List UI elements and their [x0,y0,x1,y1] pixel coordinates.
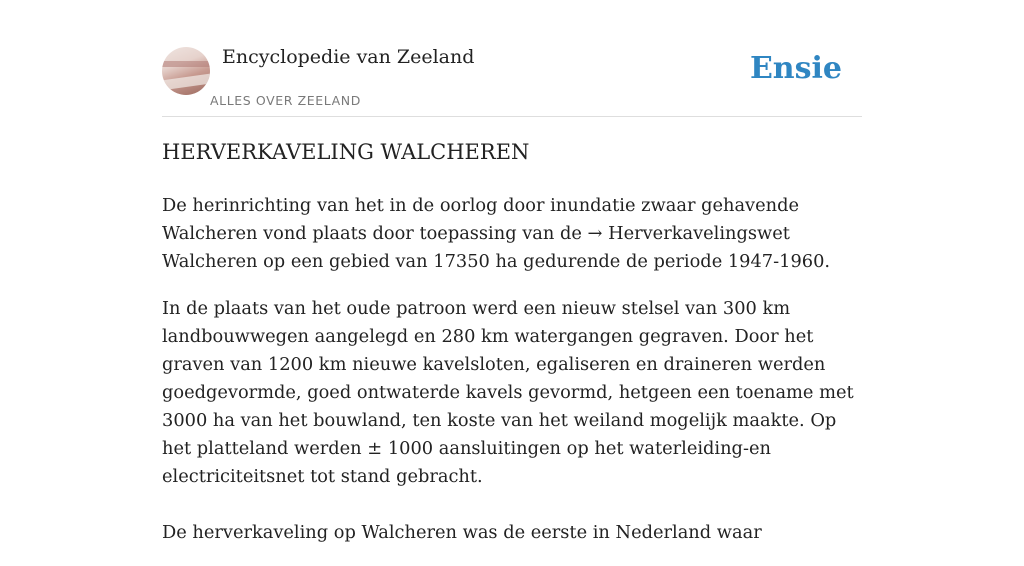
article-paragraph: In de plaats van het oude patroon werd een nieuw stelsel van 300 km landbouwwegen aangelegd en 280 km watergangen gegraven. Door het graven van 1200 km nieuwe kavelsloten, egaliseren en draineren werden goedgevormde, goed ontwaterde kavels gevormd, hetgeen een toename met 3000 ha van het bouwland, ten koste van het weiland mogelijk maakte. Op het platteland werden ± 1000 aansluitingen op het waterleiding-en electriciteitsnet tot stand gebracht. [162,298,854,487]
page-container [162,0,862,543]
paragraph-spacer [162,510,862,519]
arrow-right-icon: → [587,223,603,244]
ensie-logo-link[interactable]: Ensie [749,51,842,86]
encyclopedia-avatar[interactable] [162,47,210,95]
encyclopedia-name-link[interactable]: Encyclopedie van Zeeland [222,46,475,68]
herverkavelingswet-link[interactable]: Herverkavelingswet Walcheren [162,223,790,272]
avatar-image-band [162,74,210,91]
article-title: HERVERKAVELING WALCHEREN [162,140,530,164]
article-body [162,192,862,566]
paragraph-text: De herinrichting van het in de oorlog door inundatie zwaar gehavende Walcheren vond plaats door toepassing van de [162,195,799,244]
paragraph-text: op een gebied van 17350 ha gedurende de periode 1947-1960. [257,251,831,272]
article-paragraph: De herverkaveling op Walcheren was de eerste in Nederland waar [162,522,762,543]
site-header [162,0,862,117]
article-paragraph [162,192,862,276]
encyclopedia-tagline: ALLES OVER ZEELAND [210,93,361,108]
avatar-image-band [162,61,210,67]
